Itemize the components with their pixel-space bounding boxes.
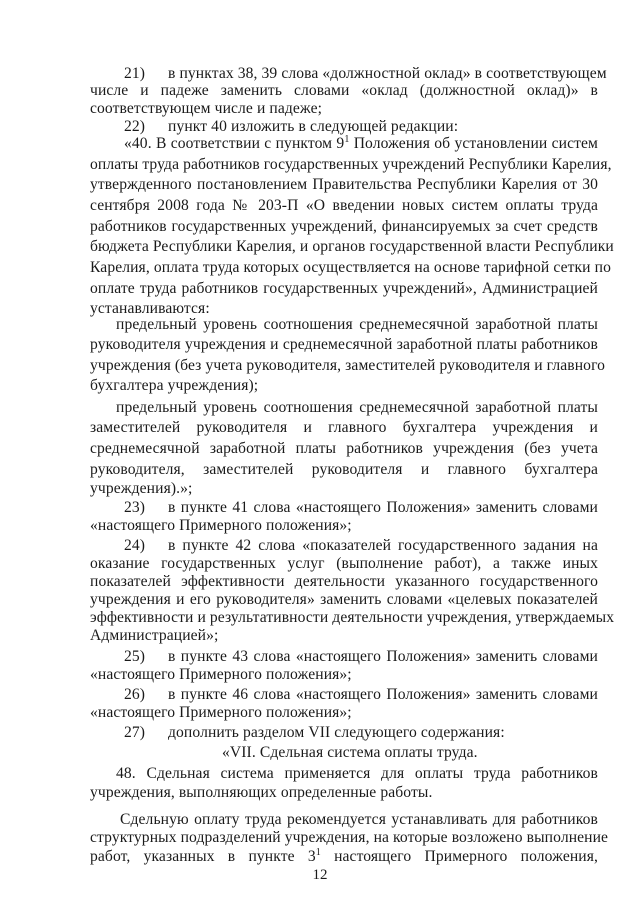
page-number: 12	[312, 867, 328, 883]
item-number: 27)	[124, 724, 146, 741]
text-line: «настоящего Примерного положения»;	[90, 666, 352, 683]
text-line: заместителей руководителя и главного бухгалтера учреждения и	[90, 419, 598, 436]
superscript: 1	[344, 133, 350, 145]
text-line: учреждения и его руководителя» заменить словами «целевых показателей	[90, 591, 598, 608]
text-line: «настоящего Примерного положения»;	[90, 517, 352, 534]
text-line: 27) дополнить разделом VII следующего содержания:	[124, 724, 505, 741]
text-line: среднемесячной заработной платы работников учреждения (без учета	[90, 440, 598, 457]
text-line: учреждения (без учета руководителя, заместителей руководителя и главного	[90, 357, 606, 374]
text-line: предельный уровень соотношения среднемесячной заработной платы	[116, 316, 598, 333]
text-line: 25) в пункте 43 слова «настоящего Положения» заменить словами	[124, 648, 598, 665]
item-number: 24)	[124, 537, 146, 554]
superscript: 1	[315, 846, 321, 858]
text-line: бухгалтера учреждения);	[90, 377, 259, 394]
text-line: «40. В соответствии с пунктом $9^1$ Положения об установлении систем	[124, 133, 598, 152]
text-line: Администрацией»;	[90, 627, 219, 644]
text-line: 23) в пункте 41 слова «настоящего Положения» заменить словами	[124, 499, 598, 516]
item-number: 22)	[124, 118, 146, 135]
text-line: утвержденного постановлением Правительства Республики Карелия от 30	[90, 176, 598, 193]
item-number: 25)	[124, 648, 146, 665]
text-line: оплате труда работников государственных учреждений», Администрацией	[90, 280, 598, 297]
text-line: эффективности и результативности деятельности учреждения, утверждаемых	[90, 609, 615, 626]
text-line: соответствующем числе и падеже;	[90, 100, 323, 117]
text-line: сентября 2008 года № 203-П «О введении новых систем оплаты труда	[90, 197, 598, 214]
item-number: 21)	[124, 65, 146, 82]
text-line: работ, указанных в пункте $3^1$ настоящего Примерного положения,	[90, 846, 599, 865]
text-line: предельный уровень соотношения среднемесячной заработной платы	[116, 399, 598, 416]
item-number: 23)	[124, 499, 146, 516]
text-line: «настоящего Примерного положения»;	[90, 704, 352, 721]
text-line: числе и падеже заменить словами «оклад (должностной оклад)» в	[90, 82, 598, 99]
item-number: 26)	[124, 686, 146, 703]
text-line: оплаты труда работников государственных учреждений Республики Карелия,	[90, 156, 612, 173]
text-line: 48. Сдельная система применяется для оплаты труда работников	[116, 765, 598, 782]
text-line: оказание государственных услуг (выполнение работ), а также иных	[90, 555, 598, 572]
text-line: 26) в пункте 46 слова «настоящего Положения» заменить словами	[124, 686, 598, 703]
text-line: Карелия, оплата труда которых осуществляется на основе тарифной сетки по	[90, 259, 611, 276]
text-line: показателей эффективности деятельности указанного государственного	[90, 573, 598, 590]
text-line: руководителя, заместителей руководителя и главного бухгалтера	[90, 461, 598, 478]
text-line: работников государственных учреждений, финансируемых за счет средств	[90, 218, 598, 235]
text-line: учреждения).»;	[90, 480, 193, 497]
section-heading: «VII. Сдельная система оплаты труда.	[222, 744, 478, 761]
text-line: 21) в пунктах 38, 39 слова «должностной оклад» в соответствующем	[124, 65, 607, 82]
text-line: устанавливаются:	[90, 300, 210, 317]
text-line: бюджета Республики Карелия, и органов государственной власти Республики	[90, 238, 614, 255]
text-line: учреждения, выполняющих определенные работы.	[90, 784, 433, 801]
text-line: 22) пункт 40 изложить в следующей редакции:	[124, 118, 459, 135]
text-line: руководителя учреждения и среднемесячной заработной платы работников	[90, 336, 598, 353]
text-line: 24) в пункте 42 слова «показателей государственного задания на	[124, 537, 598, 554]
text-line: Сдельную оплату труда рекомендуется устанавливать для работников	[120, 811, 598, 828]
text-line: структурных подразделений учреждения, на которые возложено выполнение	[90, 829, 609, 846]
